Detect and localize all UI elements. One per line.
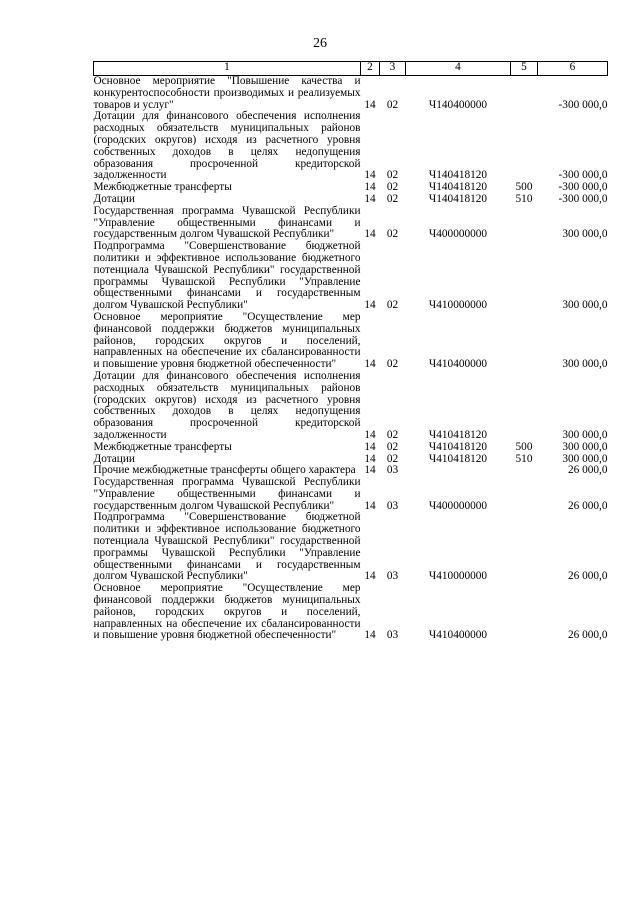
table-row xyxy=(94,241,608,312)
row-section: 14 xyxy=(364,464,376,477)
table-row xyxy=(94,583,608,642)
row-subsection: 02 xyxy=(386,169,399,182)
row-expense-type: 510 xyxy=(515,452,533,465)
row-expense-type: 500 xyxy=(515,181,533,194)
table-row xyxy=(94,477,608,512)
row-expense-type xyxy=(511,241,538,312)
row-amount: -300 000,0 xyxy=(558,98,608,111)
row-target-code: Ч410000000 xyxy=(428,570,488,583)
row-amount: 26 000,0 xyxy=(567,629,608,642)
col-header-1: 1 xyxy=(94,62,361,76)
row-amount: 300 000,0 xyxy=(562,358,608,371)
row-name: Подпрограмма "Совершенствование бюджетной политики и эффективное использование бюджетного потенциала Чувашской Республики" государственной программы Чувашской Республики "Управление общественными финансами и государственным долгом Чувашской Республики" xyxy=(93,511,361,583)
col-header-4: 4 xyxy=(406,62,511,76)
table-row xyxy=(94,206,608,241)
row-subsection: 02 xyxy=(386,228,399,241)
row-name: Дотации для финансового обеспечения исполнения расходных обязательств муниципальных районов (городских округов) исходя из расчетного уровня собственных доходов в целях недопущения образования просроченной кредиторской задолженности xyxy=(93,110,361,182)
header-row xyxy=(94,62,608,76)
row-target-code xyxy=(406,465,511,477)
col-header-2: 2 xyxy=(361,62,380,76)
row-target-code: Ч410000000 xyxy=(428,299,488,312)
row-expense-type xyxy=(511,477,538,512)
row-subsection: 02 xyxy=(386,192,399,205)
row-expense-type xyxy=(511,76,538,112)
page-number: 26 xyxy=(313,36,327,51)
budget-table xyxy=(93,61,608,642)
row-expense-type xyxy=(511,111,538,182)
row-target-code: Ч410400000 xyxy=(428,629,488,642)
row-target-code: Ч410418120 xyxy=(428,428,488,441)
table-row xyxy=(94,442,608,454)
row-section: 14 xyxy=(364,440,376,453)
row-subsection: 02 xyxy=(386,299,399,312)
row-name: Дотации xyxy=(93,452,135,465)
row-subsection: 02 xyxy=(386,358,399,371)
row-amount: -300 000,0 xyxy=(558,169,608,182)
row-subsection: 03 xyxy=(386,570,399,583)
table-row xyxy=(94,371,608,442)
row-amount: 300 000,0 xyxy=(562,440,608,453)
row-name: Основное мероприятие "Повышение качества и конкурентоспособности производимых и реализуемых товаров и услуг" xyxy=(93,75,361,111)
row-section: 14 xyxy=(364,228,376,241)
row-amount: -300 000,0 xyxy=(558,181,608,194)
row-target-code: Ч400000000 xyxy=(428,499,488,512)
row-expense-type xyxy=(511,583,538,642)
row-amount: 300 000,0 xyxy=(562,428,608,441)
table-row xyxy=(94,312,608,371)
row-expense-type xyxy=(511,371,538,442)
row-expense-type xyxy=(511,465,538,477)
row-amount: 300 000,0 xyxy=(562,299,608,312)
row-amount: -300 000,0 xyxy=(558,192,608,205)
col-header-6: 6 xyxy=(538,62,608,76)
table-row xyxy=(94,76,608,112)
row-expense-type xyxy=(511,312,538,371)
row-subsection: 03 xyxy=(386,629,399,642)
table-row xyxy=(94,111,608,182)
row-expense-type: 510 xyxy=(515,192,533,205)
row-target-code: Ч410400000 xyxy=(428,358,488,371)
row-name: Дотации xyxy=(93,192,135,205)
row-name: Государственная программа Чувашской Республики "Управление общественными финансами и государственным долгом Чувашской Республики" xyxy=(93,204,361,241)
row-section: 14 xyxy=(364,181,376,194)
col-header-3: 3 xyxy=(380,62,406,76)
row-subsection: 02 xyxy=(386,181,399,194)
row-name: Прочие межбюджетные трансферты общего характера xyxy=(93,464,356,477)
row-subsection: 02 xyxy=(386,428,399,441)
row-target-code: Ч140418120 xyxy=(428,181,488,194)
row-name: Дотации для финансового обеспечения исполнения расходных обязательств муниципальных районов (городских округов) исходя из расчетного уровня собственных доходов в целях недопущения образования просроченной кредиторской задолженности xyxy=(93,369,361,441)
table-row xyxy=(94,194,608,206)
row-section: 14 xyxy=(364,570,376,583)
row-subsection: 03 xyxy=(386,464,399,477)
row-name: Подпрограмма "Совершенствование бюджетной политики и эффективное использованиe бюджетного потенциала Чувашской Республики" государственной программы Чувашской Республики "Управление общественными финансами и государственным долгом Чувашской Республики" xyxy=(93,240,361,312)
row-amount: 26 000,0 xyxy=(567,499,608,512)
row-target-code: Ч410418120 xyxy=(428,440,488,453)
row-name: Государственная программа Чувашской Республики "Управление общественными финансами и государственным долгом Чувашской Республики" xyxy=(93,476,361,512)
row-section: 14 xyxy=(364,428,376,441)
row-name: Основное мероприятие "Осуществление мер финансовой поддержки бюджетов муниципальных районов, городских округов и поселений, направленных на обеспечение их сбалансированности и повышение уровня бюджетной обеспеченности" xyxy=(93,582,361,642)
row-subsection: 02 xyxy=(386,98,399,111)
row-target-code: Ч140418120 xyxy=(428,192,488,205)
row-section: 14 xyxy=(364,192,376,205)
row-amount: 26 000,0 xyxy=(567,464,608,477)
row-name: Межбюджетные трансферты xyxy=(93,440,232,453)
row-amount: 300 000,0 xyxy=(562,228,608,241)
row-name: Основное мероприятие "Осуществление мер финансовой поддержки бюджетов муниципальных районов, городских округов и поселений, направленных на обеспечение их сбалансированности и повышение уровня бюджетной обеспеченности" xyxy=(93,310,361,371)
col-header-5: 5 xyxy=(511,62,538,76)
row-target-code: Ч400000000 xyxy=(428,228,488,241)
row-target-code: Ч140400000 xyxy=(428,98,488,111)
row-section: 14 xyxy=(364,452,376,465)
row-expense-type xyxy=(511,512,538,583)
row-expense-type: 500 xyxy=(515,440,533,453)
row-section: 14 xyxy=(364,629,376,642)
row-section: 14 xyxy=(364,299,376,312)
row-subsection: 02 xyxy=(386,452,399,465)
row-subsection: 03 xyxy=(386,499,399,512)
row-name: Межбюджетные трансферты xyxy=(93,181,232,194)
row-amount: 300 000,0 xyxy=(562,452,608,465)
row-section: 14 xyxy=(364,169,376,182)
table-row xyxy=(94,512,608,583)
row-section: 14 xyxy=(364,98,376,111)
row-section: 14 xyxy=(364,499,376,512)
row-section: 14 xyxy=(364,358,376,371)
row-expense-type xyxy=(511,206,538,241)
row-target-code: Ч410418120 xyxy=(428,452,488,465)
row-target-code: Ч140418120 xyxy=(428,169,488,182)
row-subsection: 02 xyxy=(386,440,399,453)
row-amount: 26 000,0 xyxy=(567,570,608,583)
